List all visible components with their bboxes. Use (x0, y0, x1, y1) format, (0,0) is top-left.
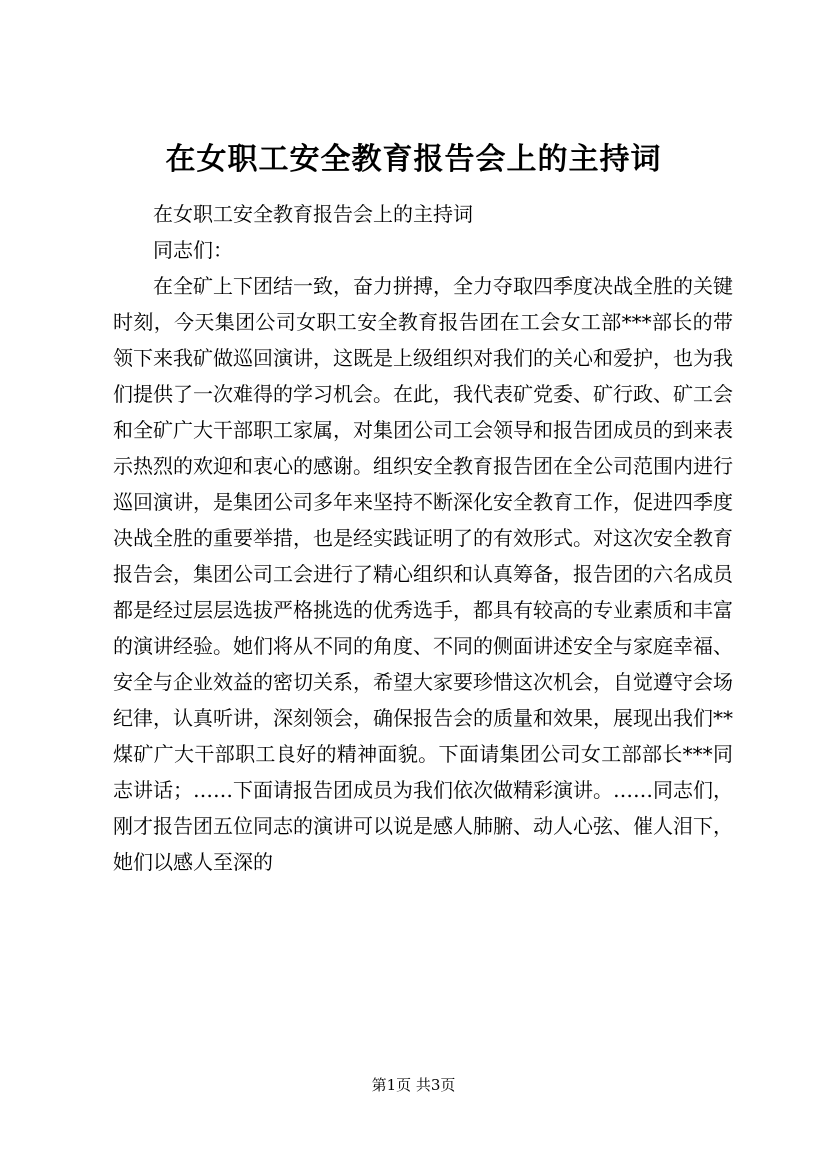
document-body (113, 196, 733, 880)
salutation-paragraph: 同志们： (153, 238, 233, 262)
document-title: 在女职工安全教育报告会上的主持词 (165, 142, 662, 177)
main-paragraph: 在全矿上下团结一致，奋力拼搏，全力夺取四季度决战全胜的关键时刻，今天集团公司女职工安全教育报告团在工会女工部***部长的带领下来我矿做巡回演讲，这既是上级组织对我们的关心和爱护，也为我们提供了一次难得的学习机会。在此，我代表矿党委、矿行政、矿工会和全矿广大干部职工家属，对集团公司工会领导和报告团成员的到来表示热烈的欢迎和衷心的感谢。组织安全教育报告团在全公司范围内进行巡回演讲，是集团公司多年来坚持不断深化安全教育工作，促进四季度决战全胜的重要举措，也是经实践证明了的有效形式。对这次安全教育报告会，集团公司工会进行了精心组织和认真筹备，报告团的六名成员都是经过层层选拔严格挑选的优秀选手，都具有较高的专业素质和丰富的演讲经验。她们将从不同的角度、不同的侧面讲述安全与家庭幸福、安全与企业效益的密切关系，希望大家要珍惜这次机会，自觉遵守会场纪律，认真听讲，深刻领会，确保报告会的质量和效果，展现出我们**煤矿广大干部职工良好的精神面貌。下面请集团公司女工部部长***同志讲话；……下面请报告团成员为我们依次做精彩演讲。……同志们，刚才报告团五位同志的演讲可以说是感人肺腑、动人心弦、催人泪下，她们以感人至深的 (113, 274, 733, 874)
subtitle-paragraph: 在女职工安全教育报告会上的主持词 (153, 202, 473, 226)
page-number-footer: 第1页 共3页 (371, 1076, 456, 1094)
